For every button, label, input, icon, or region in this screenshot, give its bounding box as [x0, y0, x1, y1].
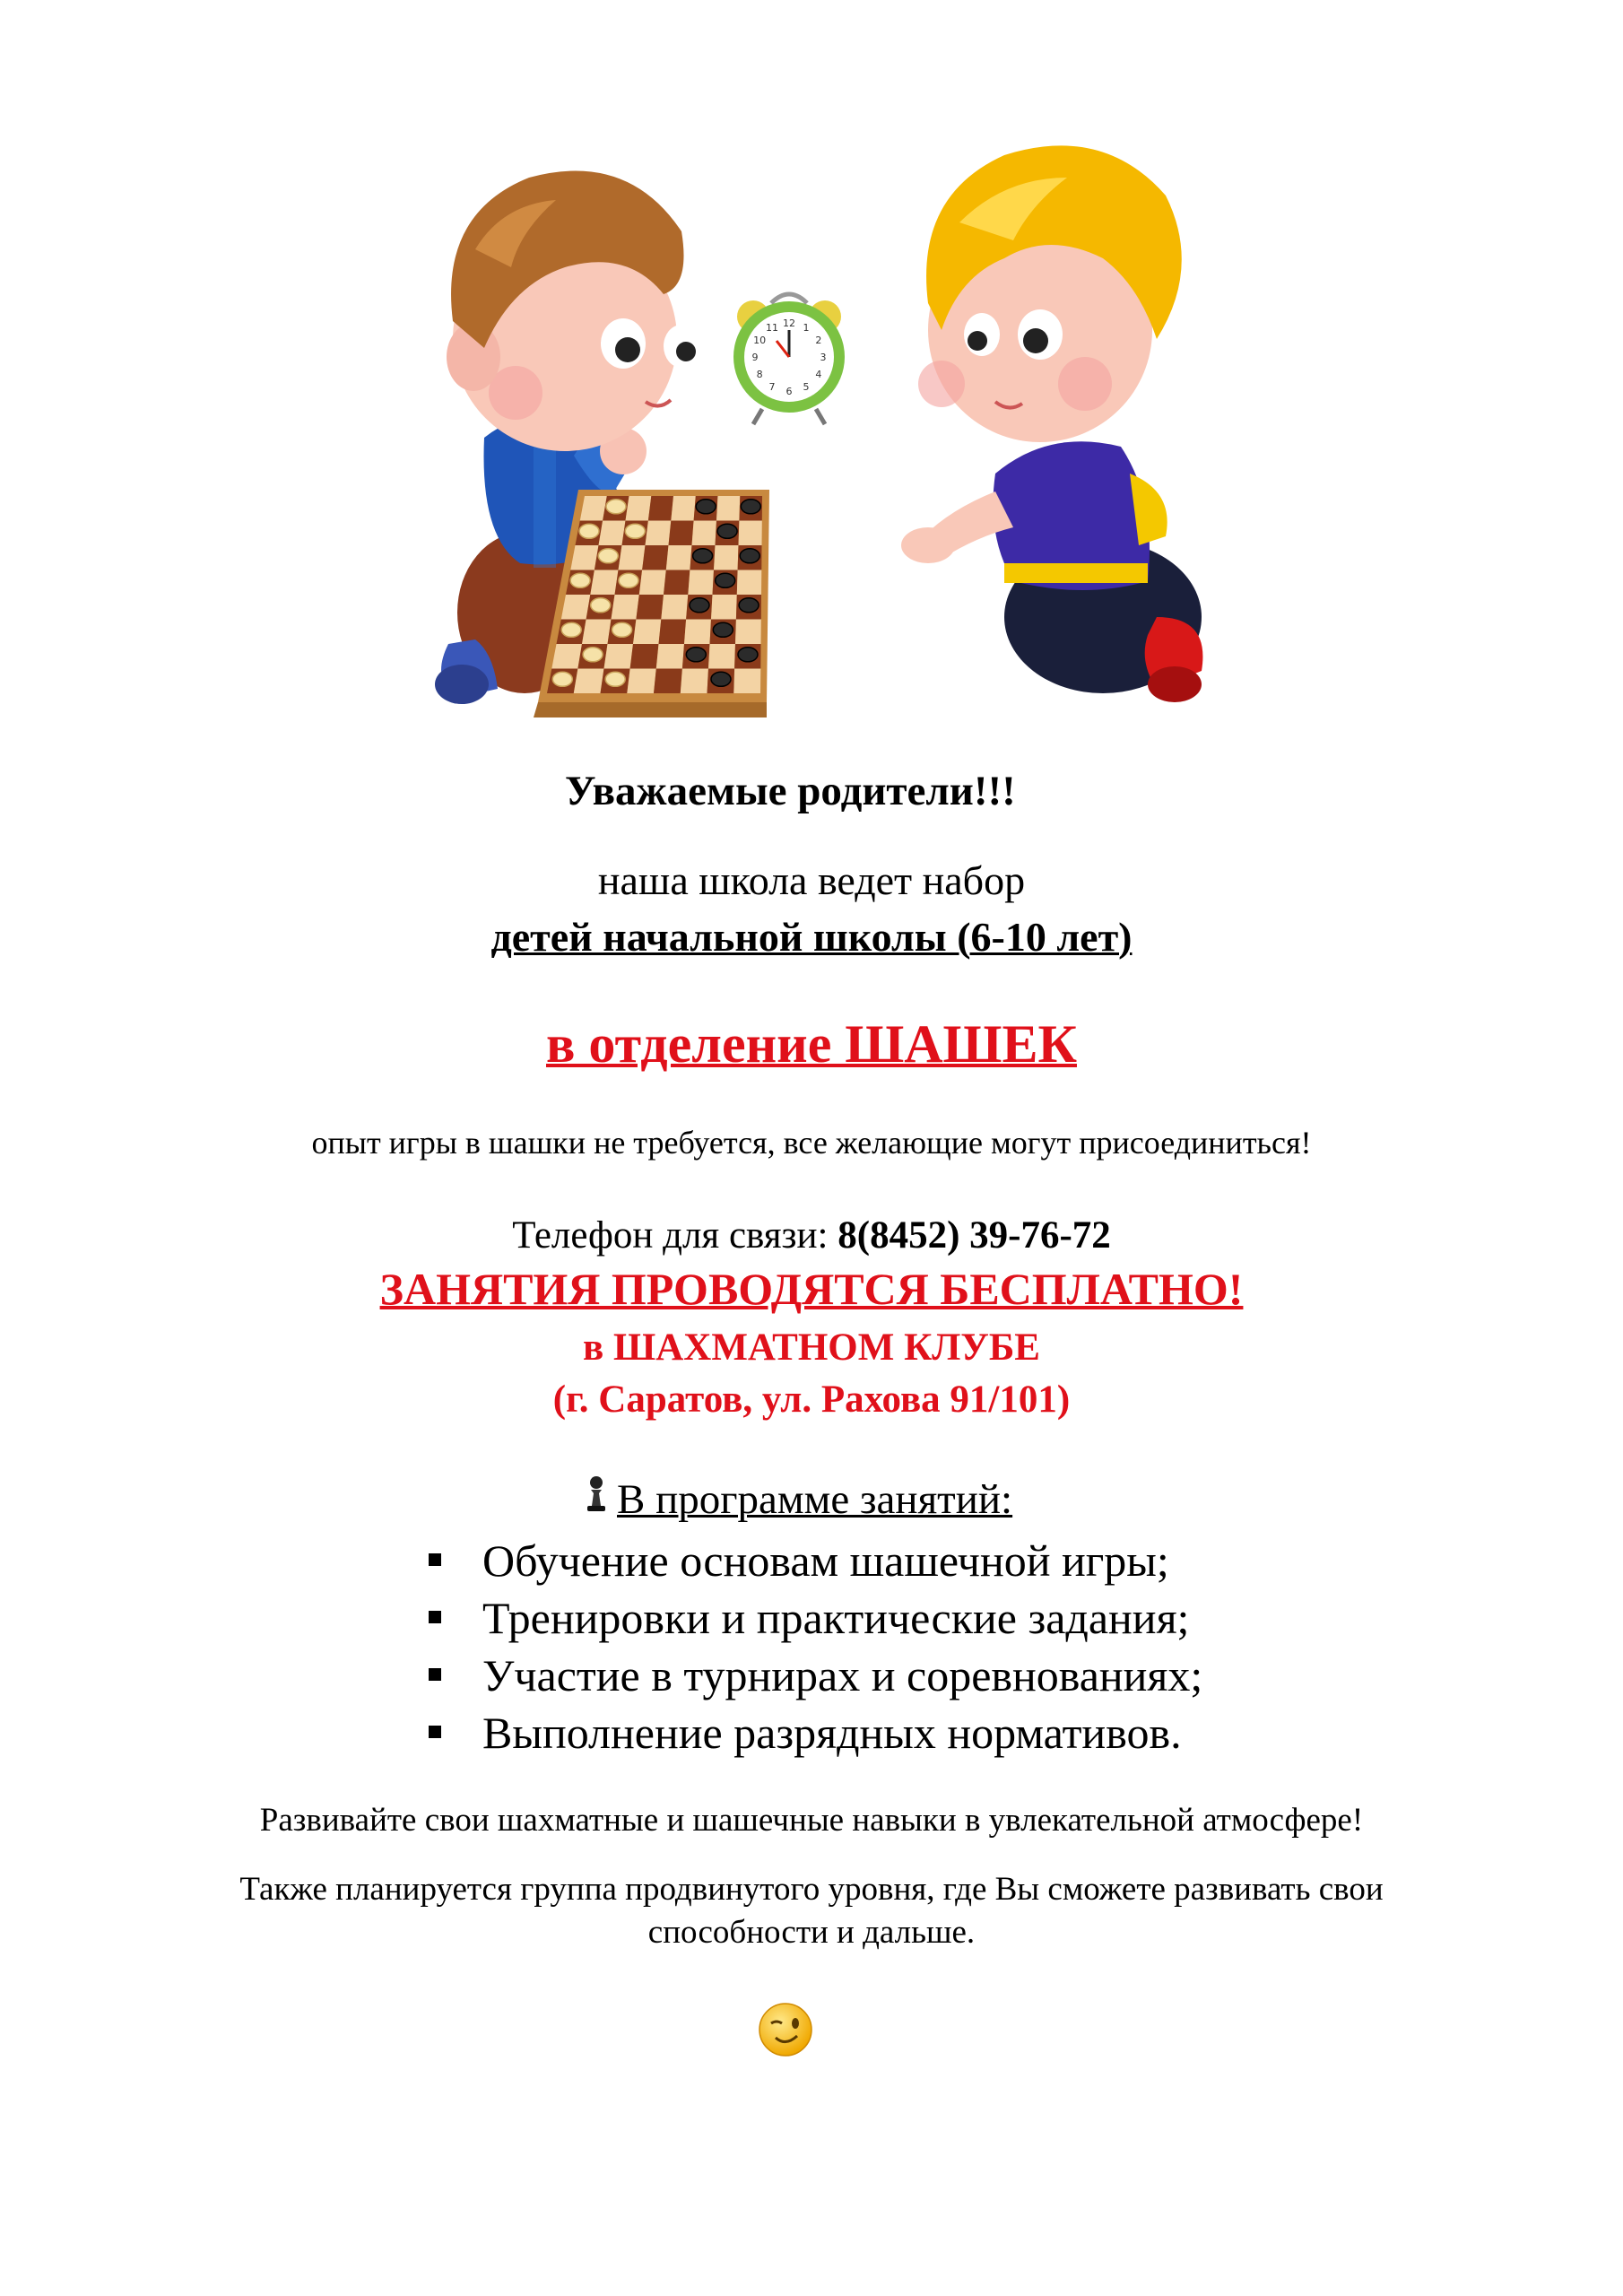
checker-piece [690, 598, 709, 613]
checker-piece [713, 622, 733, 637]
clock-number: 11 [766, 322, 778, 335]
clock-number: 5 [803, 380, 810, 393]
board-square [659, 620, 687, 645]
bullet-icon [429, 1553, 441, 1566]
board-square [619, 545, 646, 570]
checker-piece [686, 648, 706, 662]
checker-piece [612, 622, 632, 637]
list-item-text: Обучение основам шашечной игры; [482, 1535, 1169, 1586]
bullet-icon [429, 1668, 441, 1681]
board-square [590, 570, 618, 596]
board-square [708, 644, 735, 669]
experience-note: опыт игры в шашки не требуется, все желающие могут присоединиться! [311, 1125, 1312, 1161]
develop-text: Развивайте свои шахматные и шашечные навыки в увлекательной атмосфере! [259, 1802, 1364, 1839]
board-square [633, 620, 661, 645]
checker-piece [693, 549, 713, 563]
board-square [570, 545, 598, 570]
board-square [684, 620, 711, 645]
board-square [574, 669, 604, 694]
department-heading: в отделение ШАШЕК [546, 1014, 1077, 1074]
board-square [739, 521, 762, 546]
board-square [654, 669, 682, 694]
club-name: в ШАХМАТНОМ КЛУБЕ [583, 1326, 1040, 1369]
board-square [582, 620, 612, 645]
bullet-icon [429, 1611, 441, 1623]
checker-piece [711, 672, 731, 686]
list-item-text: Тренировки и практические задания; [482, 1593, 1190, 1643]
recruit-text: наша школа ведет набор [597, 857, 1026, 903]
board-square [664, 570, 690, 596]
board-square [692, 521, 717, 546]
checker-piece [741, 500, 760, 514]
phone-line [0, 1213, 1623, 1257]
age-group-text: детей начальной школы (6-10 лет) [490, 914, 1133, 960]
checker-piece [740, 549, 759, 563]
checker-piece [583, 648, 603, 662]
board-square [648, 496, 673, 521]
board-square [626, 496, 652, 521]
program-title-label: В программе занятий: [617, 1476, 1013, 1523]
clock-number: 1 [803, 322, 810, 335]
board-square [733, 669, 760, 694]
greeting-heading: Уважаемые родители!!! [565, 768, 1016, 814]
board-square [599, 521, 626, 546]
checker-piece [625, 524, 645, 538]
board-square [688, 570, 714, 596]
clock-number: 9 [751, 352, 759, 363]
clock-number: 2 [815, 335, 822, 346]
wink-emoji-icon [758, 2002, 813, 2057]
alarm-clock [733, 294, 845, 424]
list-item [429, 1704, 1325, 1761]
kids-playing-checkers-illustration [421, 115, 1211, 734]
list-item-text: Выполнение разрядных нормативов. [482, 1708, 1182, 1758]
board-square [627, 669, 656, 694]
checker-piece [717, 524, 737, 538]
advanced-group-text: Также планируется группа продвинутого уровня, где Вы сможете развивать свои способности и дальше. [239, 1871, 1384, 1951]
list-item [429, 1532, 1325, 1589]
checker-piece [598, 549, 618, 563]
board-square [639, 570, 666, 596]
phone-label: Телефон для связи: [512, 1214, 838, 1257]
board-square [561, 595, 591, 620]
board-square [630, 644, 659, 669]
checker-piece [570, 573, 590, 587]
checker-piece [739, 598, 759, 613]
board-square [669, 521, 694, 546]
board-square [711, 595, 737, 620]
board-square [551, 644, 582, 669]
board-square [716, 496, 740, 521]
checker-piece [716, 573, 735, 587]
checker-piece [696, 500, 716, 514]
clock-number: 10 [753, 335, 767, 346]
board-square [671, 496, 696, 521]
checker-piece [552, 672, 572, 686]
bullet-icon [429, 1726, 441, 1738]
program-title [583, 1475, 1211, 1524]
clock-number: 8 [756, 369, 763, 380]
program-list [429, 1532, 1325, 1761]
checker-piece [591, 598, 611, 613]
board-square [642, 545, 668, 570]
checker-piece [606, 500, 626, 514]
board-square [737, 570, 762, 596]
checker-piece [561, 622, 581, 637]
board-square [681, 669, 708, 694]
board-square [666, 545, 692, 570]
board-square [661, 595, 688, 620]
board-square [714, 545, 739, 570]
club-address: (г. Саратов, ул. Рахова 91/101) [552, 1378, 1071, 1421]
checker-piece [605, 672, 625, 686]
list-item [429, 1589, 1325, 1647]
board-square [604, 644, 634, 669]
clock-number: 4 [815, 369, 822, 380]
chess-pawn-icon [583, 1475, 610, 1515]
board-square [580, 496, 607, 521]
list-item [429, 1647, 1325, 1704]
free-classes-notice: ЗАНЯТИЯ ПРОВОДЯТСЯ БЕСПЛАТНО! [379, 1264, 1244, 1314]
right-boy [901, 145, 1202, 702]
clock-number: 7 [768, 380, 776, 393]
board-square [735, 620, 761, 645]
checker-piece [738, 648, 758, 662]
checker-piece [619, 573, 638, 587]
board-square [646, 521, 672, 546]
list-item-text: Участие в турнирах и соревнованиях; [482, 1650, 1203, 1700]
phone-number: 8(8452) 39-76-72 [838, 1214, 1111, 1257]
clock-number: 6 [785, 386, 793, 397]
clock-number: 3 [820, 352, 827, 363]
checker-piece [579, 524, 599, 538]
board-square [636, 595, 664, 620]
clock-number: 12 [783, 317, 795, 329]
board-square [656, 644, 684, 669]
board-square [612, 595, 639, 620]
